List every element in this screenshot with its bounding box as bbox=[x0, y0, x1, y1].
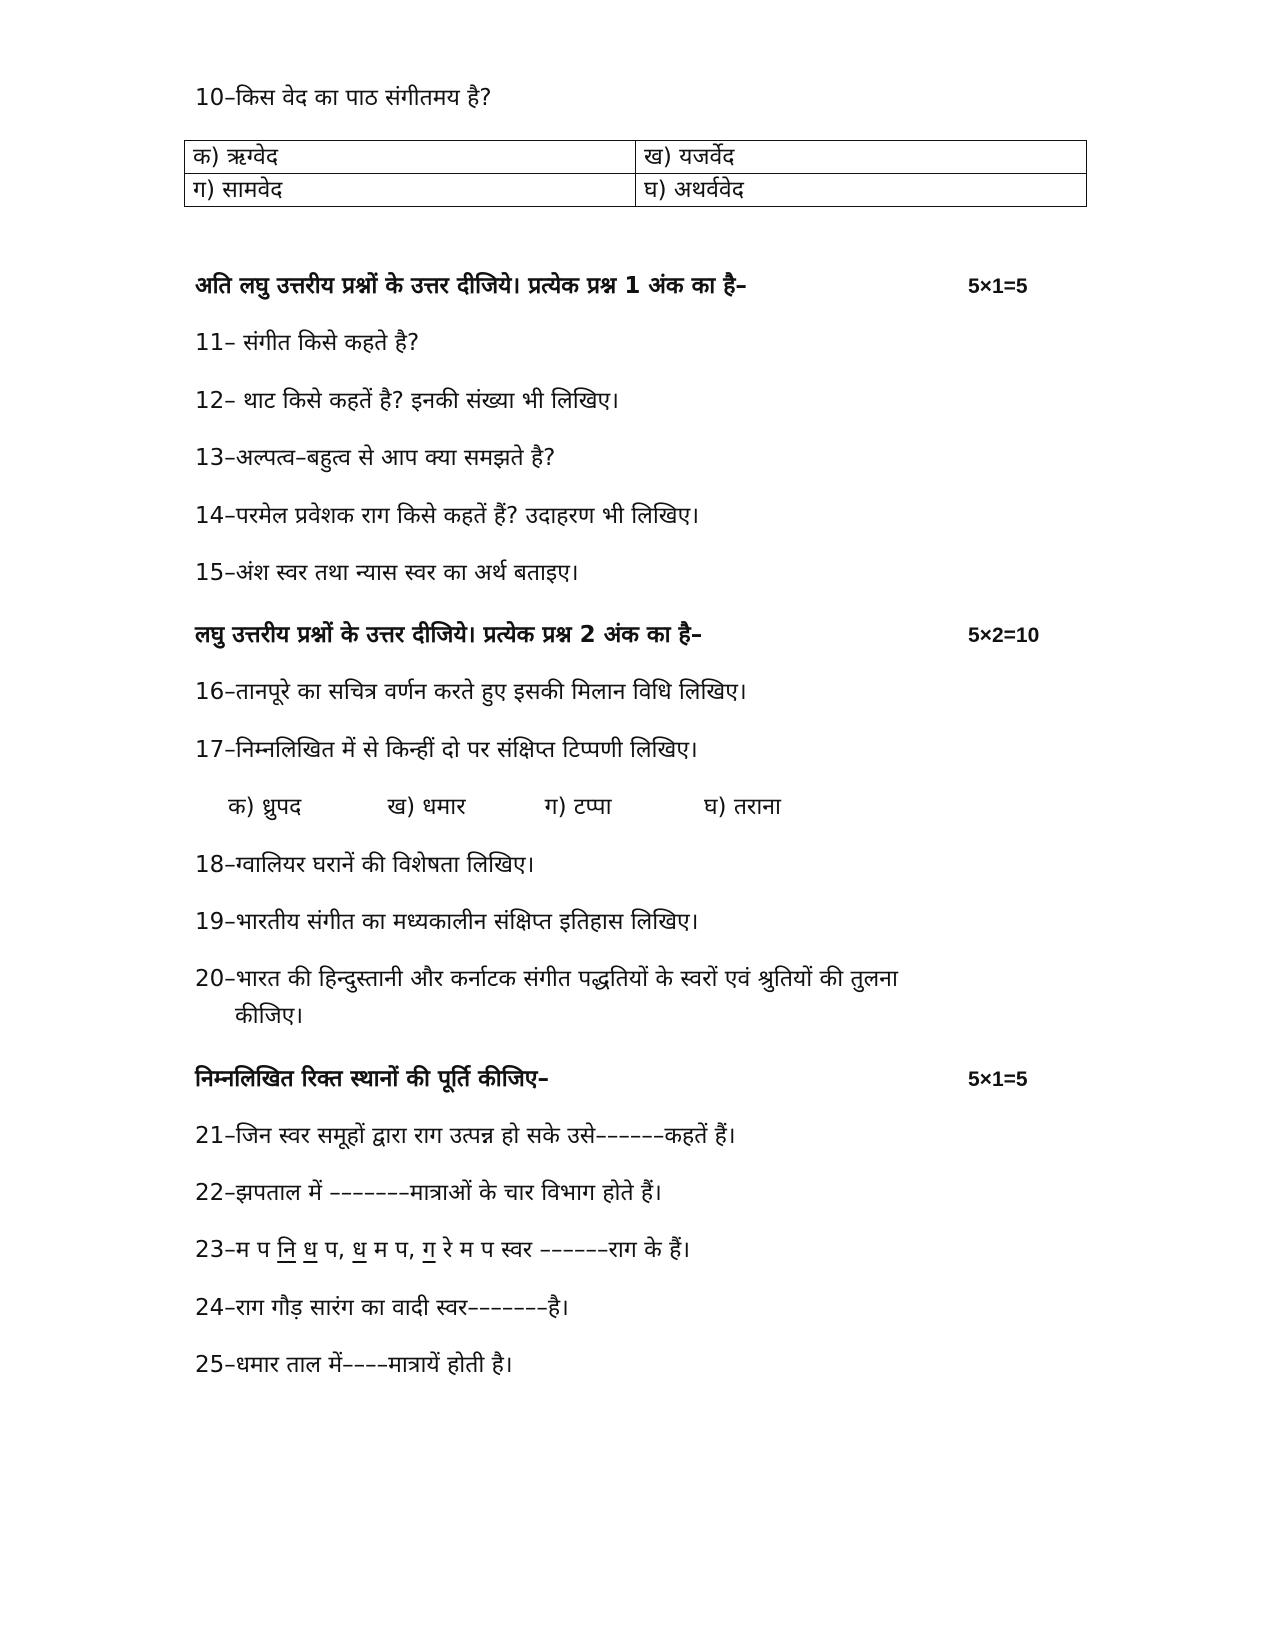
question-20-continued: कीजिए। bbox=[235, 1003, 304, 1029]
q17-options bbox=[228, 792, 781, 822]
q23-text: 23–म प bbox=[195, 1237, 278, 1263]
question-25: 25–धमार ताल में––––मात्रायें होती है। bbox=[195, 1352, 513, 1378]
section3-marks: 5×1=5 bbox=[968, 1068, 1028, 1091]
question-20: 20–भारत की हिन्दुस्तानी और कर्नाटक संगीत पद्धतियों के स्वरों एवं श्रुतियों की तुलना bbox=[195, 966, 898, 992]
question-14: 14–परमेल प्रवेशक राग किसे कहतें हैं? उदाहरण भी लिखिए। bbox=[195, 503, 700, 529]
question-22: 22–झपताल में –––––––मात्राओं के चार विभाग होते हैं। bbox=[195, 1180, 662, 1206]
section3-heading: निम्नलिखित रिक्त स्थानों की पूर्ति कीजिए– bbox=[195, 1066, 549, 1092]
question-17: 17–निम्नलिखित में से किन्हीं दो पर संक्षिप्त टिप्पणी लिखिए। bbox=[195, 737, 698, 763]
question-21: 21–जिन स्वर समूहों द्वारा राग उत्पन्न हो सके उसे––––––कहतें हैं। bbox=[195, 1123, 736, 1149]
q23-komal-ga: ग bbox=[422, 1237, 436, 1263]
option-cell: घ) अथर्ववेद bbox=[636, 174, 1087, 207]
question-11: 11– संगीत किसे कहते है? bbox=[195, 330, 420, 356]
q23-komal-ni: नि bbox=[277, 1237, 296, 1263]
option-cell: ख) यजर्वेद bbox=[636, 141, 1087, 174]
question-12: 12– थाट किसे कहतें है? इनकी संख्या भी लिखिए। bbox=[195, 388, 619, 414]
table-row bbox=[185, 141, 1087, 174]
q10-question: 10–किस वेद का पाठ संगीतमय है? bbox=[195, 85, 492, 111]
section1-heading: अति लघु उत्तरीय प्रश्नों के उत्तर दीजिये। प्रत्येक प्रश्न 1 अंक का है– bbox=[195, 273, 747, 299]
q23-text: रे म प स्वर ––––––राग के हैं। bbox=[435, 1237, 691, 1263]
question-19: 19–भारतीय संगीत का मध्यकालीन संक्षिप्त इतिहास लिखिए। bbox=[195, 909, 699, 935]
section2-marks: 5×2=10 bbox=[968, 624, 1040, 647]
q17-option: ग) टप्पा bbox=[544, 794, 612, 820]
question-15: 15–अंश स्वर तथा न्यास स्वर का अर्थ बताइए। bbox=[195, 560, 579, 586]
q17-option: घ) तराना bbox=[703, 794, 782, 820]
q17-option: क) ध्रुपद bbox=[228, 794, 302, 820]
question-18: 18–ग्वालियर घरानें की विशेषता लिखिए। bbox=[195, 852, 535, 878]
question-24: 24–राग गौड़ सारंग का वादी स्वर–––––––है। bbox=[195, 1295, 569, 1321]
q10-options-table bbox=[184, 140, 1087, 207]
section2-heading: लघु उत्तरीय प्रश्नों के उत्तर दीजिये। प्रत्येक प्रश्न 2 अंक का है– bbox=[195, 622, 703, 648]
q17-option: ख) धमार bbox=[387, 794, 466, 820]
section1-marks: 5×1=5 bbox=[968, 275, 1028, 298]
table-row bbox=[185, 174, 1087, 207]
question-23 bbox=[195, 1235, 690, 1265]
question-13: 13–अल्पत्व–बहुत्व से आप क्या समझते है? bbox=[195, 445, 556, 471]
question-16: 16–तानपूरे का सचित्र वर्णन करते हुए इसकी मिलान विधि लिखिए। bbox=[195, 679, 747, 705]
q23-text: प, bbox=[317, 1237, 353, 1263]
q23-komal-dha: ध bbox=[303, 1237, 318, 1263]
q23-komal-dha: ध bbox=[352, 1237, 367, 1263]
option-cell: ग) सामवेद bbox=[185, 174, 636, 207]
q23-text: म प, bbox=[366, 1237, 423, 1263]
option-cell: क) ऋग्वेद bbox=[185, 141, 636, 174]
